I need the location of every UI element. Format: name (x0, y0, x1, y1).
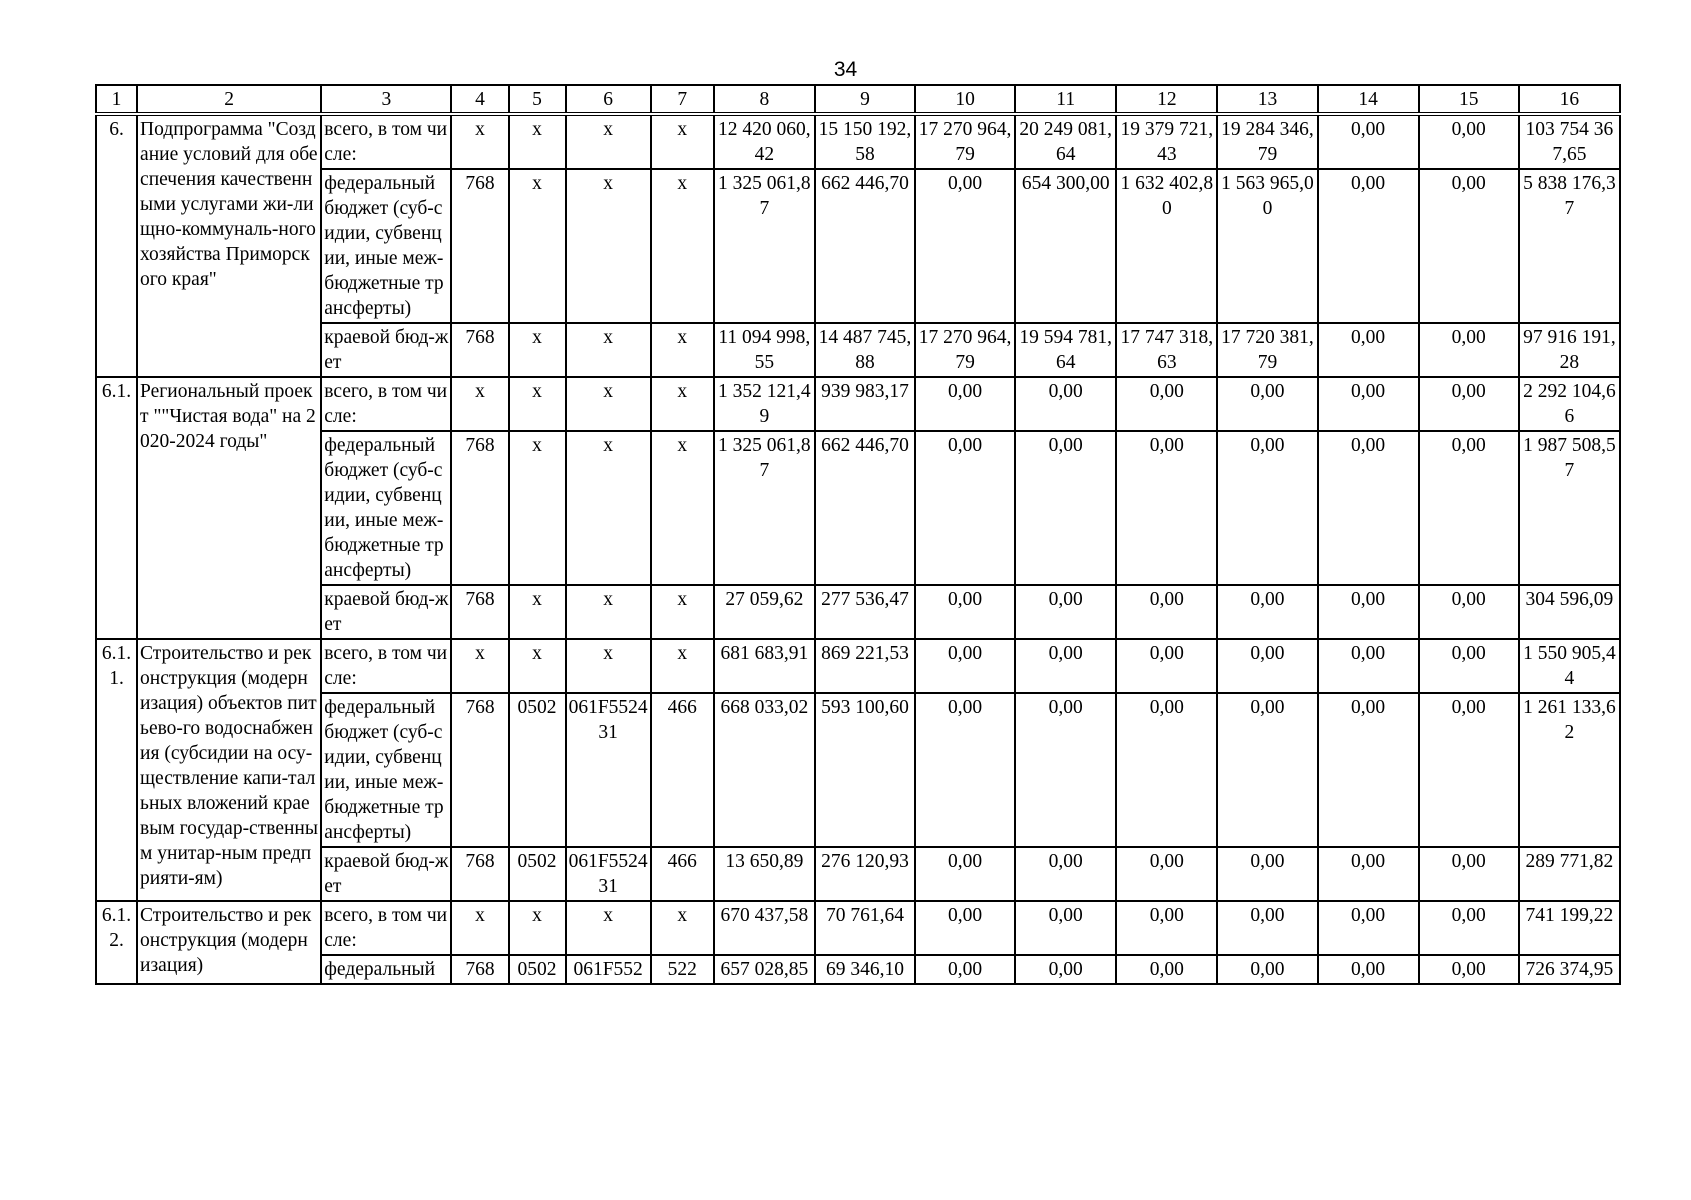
table-cell: x (651, 431, 714, 585)
table-cell: 276 120,93 (815, 847, 915, 901)
table-cell: 5 838 176,37 (1519, 169, 1620, 323)
column-header-10: 10 (915, 85, 1015, 114)
table-cell: 0,00 (1015, 377, 1116, 431)
table-cell: краевой бюд-жет (321, 847, 451, 901)
table-cell: 466 (651, 693, 714, 847)
table-cell: 0,00 (915, 585, 1015, 639)
table-cell: 1 325 061,87 (714, 169, 815, 323)
table-cell: 0,00 (1116, 377, 1217, 431)
table-cell: x (451, 639, 508, 693)
column-header-2: 2 (137, 85, 321, 114)
table-cell: x (651, 323, 714, 377)
table-cell: x (509, 169, 566, 323)
budget-table (95, 84, 1621, 985)
table-cell: федеральный (321, 955, 451, 984)
table-cell: 061F552431 (566, 693, 651, 847)
column-header-12: 12 (1116, 85, 1217, 114)
table-cell: 681 683,91 (714, 639, 815, 693)
table-cell: 69 346,10 (815, 955, 915, 984)
table-cell: 0,00 (1318, 114, 1419, 169)
table-cell: 0,00 (1318, 585, 1419, 639)
table-cell: 0,00 (1116, 955, 1217, 984)
table-cell: 6. (96, 114, 137, 377)
column-header-6: 6 (566, 85, 651, 114)
table-cell: 14 487 745,88 (815, 323, 915, 377)
table-cell: 0,00 (1116, 901, 1217, 955)
column-header-13: 13 (1217, 85, 1317, 114)
table-cell: 768 (451, 431, 508, 585)
table-cell: x (566, 114, 651, 169)
column-header-3: 3 (321, 85, 451, 114)
table-cell: 0,00 (1419, 114, 1519, 169)
table-cell: 0,00 (1419, 955, 1519, 984)
column-header-8: 8 (714, 85, 815, 114)
table-cell: x (451, 901, 508, 955)
table-cell: 0,00 (1419, 639, 1519, 693)
table-cell: 0,00 (1318, 901, 1419, 955)
table-cell: 0,00 (1015, 847, 1116, 901)
table-cell: 869 221,53 (815, 639, 915, 693)
table-cell: 1 261 133,62 (1519, 693, 1620, 847)
table-cell: федеральный бюджет (суб-сидии, субвенции, иные меж-бюджетные трансферты) (321, 169, 451, 323)
table-cell: 0,00 (1419, 431, 1519, 585)
table-cell: 0,00 (1116, 693, 1217, 847)
table-cell: 6.1. 2. (96, 901, 137, 984)
table-cell: всего, в том числе: (321, 639, 451, 693)
table-cell: x (566, 323, 651, 377)
table-cell: 0,00 (1419, 901, 1519, 955)
table-cell: 70 761,64 (815, 901, 915, 955)
table-row (96, 847, 1620, 901)
table-cell: 0,00 (1318, 323, 1419, 377)
table-cell: 061F552 (566, 955, 651, 984)
table-cell: 304 596,09 (1519, 585, 1620, 639)
table-cell: 741 199,22 (1519, 901, 1620, 955)
table-cell: 0,00 (1015, 955, 1116, 984)
table-cell: 768 (451, 585, 508, 639)
table-cell: 0,00 (1318, 847, 1419, 901)
table-cell: 0502 (509, 693, 566, 847)
table-cell: 20 249 081,64 (1015, 114, 1116, 169)
table-cell: 0,00 (1318, 955, 1419, 984)
table-cell: 0,00 (1217, 431, 1317, 585)
column-header-14: 14 (1318, 85, 1419, 114)
column-header-16: 16 (1519, 85, 1620, 114)
table-cell: 0,00 (1419, 847, 1519, 901)
table-header (96, 85, 1620, 114)
table-row (96, 901, 1620, 955)
table-cell: 0502 (509, 847, 566, 901)
table-cell: 0,00 (1015, 901, 1116, 955)
table-cell: всего, в том числе: (321, 901, 451, 955)
table-cell: 939 983,17 (815, 377, 915, 431)
table-body (96, 114, 1620, 984)
table-cell: 19 379 721,43 (1116, 114, 1217, 169)
table-cell: 0,00 (1015, 693, 1116, 847)
table-cell: 670 437,58 (714, 901, 815, 955)
table-cell: 0,00 (1318, 431, 1419, 585)
table-cell: 277 536,47 (815, 585, 915, 639)
table-cell: 768 (451, 323, 508, 377)
table-cell: 6.1. 1. (96, 639, 137, 901)
column-header-15: 15 (1419, 85, 1519, 114)
table-cell: 1 325 061,87 (714, 431, 815, 585)
column-header-1: 1 (96, 85, 137, 114)
table-cell: x (566, 639, 651, 693)
table-cell: 2 292 104,66 (1519, 377, 1620, 431)
table-cell: 19 594 781,64 (1015, 323, 1116, 377)
table-cell: всего, в том числе: (321, 114, 451, 169)
table-cell: x (651, 169, 714, 323)
table-cell: 0,00 (915, 169, 1015, 323)
table-cell: 19 284 346,79 (1217, 114, 1317, 169)
table-cell: 0,00 (1217, 693, 1317, 847)
table-cell: x (566, 431, 651, 585)
table-cell: 0,00 (915, 901, 1015, 955)
table-cell: краевой бюд-жет (321, 585, 451, 639)
table-cell: 0,00 (915, 431, 1015, 585)
table-cell: x (509, 114, 566, 169)
table-row (96, 169, 1620, 323)
table-cell: 0,00 (1217, 847, 1317, 901)
table-cell: x (651, 901, 714, 955)
table-cell: x (509, 323, 566, 377)
table-cell: 593 100,60 (815, 693, 915, 847)
table-cell: 0,00 (915, 377, 1015, 431)
table-cell: 103 754 367,65 (1519, 114, 1620, 169)
table-cell: 768 (451, 847, 508, 901)
column-header-11: 11 (1015, 85, 1116, 114)
table-cell: x (651, 639, 714, 693)
table-cell: x (566, 901, 651, 955)
table-cell: x (451, 377, 508, 431)
table-cell: 0,00 (1419, 169, 1519, 323)
table-cell: всего, в том числе: (321, 377, 451, 431)
table-cell: 657 028,85 (714, 955, 815, 984)
table-cell: федеральный бюджет (суб-сидии, субвенции, иные меж-бюджетные трансферты) (321, 431, 451, 585)
table-cell: 0,00 (1116, 847, 1217, 901)
table-cell: x (509, 639, 566, 693)
table-row (96, 114, 1620, 169)
table-cell: Подпрограмма "Создание условий для обеспечения качественными услугами жи-лищно-коммуналь-ного хозяйства Приморского края" (137, 114, 321, 377)
table-cell: 0,00 (915, 693, 1015, 847)
table-cell: 0,00 (915, 955, 1015, 984)
table-cell: x (451, 114, 508, 169)
table-cell: 0,00 (1217, 377, 1317, 431)
table-cell: 0,00 (1116, 585, 1217, 639)
table-cell: 12 420 060,42 (714, 114, 815, 169)
table-cell: 0,00 (1419, 377, 1519, 431)
table-cell: 768 (451, 955, 508, 984)
table-cell: 0,00 (1217, 955, 1317, 984)
table-cell: 1 550 905,44 (1519, 639, 1620, 693)
table-cell: 0,00 (1217, 585, 1317, 639)
table-cell: x (509, 377, 566, 431)
table-cell: 11 094 998,55 (714, 323, 815, 377)
table-cell: 0,00 (1015, 585, 1116, 639)
table-cell: 0,00 (915, 847, 1015, 901)
table-cell: 289 771,82 (1519, 847, 1620, 901)
column-header-5: 5 (509, 85, 566, 114)
table-cell: федеральный бюджет (суб-сидии, субвенции, иные меж-бюджетные трансферты) (321, 693, 451, 847)
table-cell: 726 374,95 (1519, 955, 1620, 984)
table-cell: x (651, 114, 714, 169)
table-cell: 654 300,00 (1015, 169, 1116, 323)
table-cell: Строительство и реконструкция (модернизация) (137, 901, 321, 984)
table-cell: 15 150 192,58 (815, 114, 915, 169)
table-cell: x (509, 901, 566, 955)
table-cell: x (651, 585, 714, 639)
table-cell: 466 (651, 847, 714, 901)
table-cell: 0,00 (1318, 693, 1419, 847)
table-cell: 0,00 (1217, 901, 1317, 955)
table-cell: 1 352 121,49 (714, 377, 815, 431)
table-cell: x (566, 377, 651, 431)
table-cell: 662 446,70 (815, 431, 915, 585)
table-cell: краевой бюд-жет (321, 323, 451, 377)
table-cell: 061F552431 (566, 847, 651, 901)
page-number: 34 (833, 58, 858, 81)
table-cell: 97 916 191,28 (1519, 323, 1620, 377)
table-row (96, 955, 1620, 984)
table-cell: 17 747 318,63 (1116, 323, 1217, 377)
table-cell: 13 650,89 (714, 847, 815, 901)
table-row (96, 323, 1620, 377)
table-row (96, 585, 1620, 639)
table-row (96, 431, 1620, 585)
table-row (96, 639, 1620, 693)
table-cell: 0,00 (1217, 639, 1317, 693)
table-cell: 768 (451, 169, 508, 323)
table-cell: 0,00 (1318, 377, 1419, 431)
table-cell: 0,00 (1116, 639, 1217, 693)
table-cell: 0,00 (1419, 693, 1519, 847)
header-row (96, 85, 1620, 114)
table-row (96, 377, 1620, 431)
column-header-9: 9 (815, 85, 915, 114)
table-cell: Строительство и реконструкция (модернизация) объектов питьево-го водоснабжения (субсидии на осу-ществление капи-тальных вложений краевым государ-ственным унитар-ным предприяти-ям) (137, 639, 321, 901)
table-cell: 0502 (509, 955, 566, 984)
table-cell: 0,00 (1318, 639, 1419, 693)
table-cell: x (509, 431, 566, 585)
table-cell: x (509, 585, 566, 639)
table-cell: 668 033,02 (714, 693, 815, 847)
table-cell: 0,00 (1015, 639, 1116, 693)
table-cell: x (566, 169, 651, 323)
table-cell: 0,00 (1318, 169, 1419, 323)
table-cell: Региональный проект ""Чистая вода" на 2020-2024 годы" (137, 377, 321, 639)
column-header-4: 4 (451, 85, 508, 114)
table-cell: 17 270 964,79 (915, 114, 1015, 169)
table-cell: 0,00 (1419, 323, 1519, 377)
table-cell: 27 059,62 (714, 585, 815, 639)
table-cell: 6.1. (96, 377, 137, 639)
table-cell: 0,00 (1015, 431, 1116, 585)
table-cell: 17 720 381,79 (1217, 323, 1317, 377)
table-cell: 522 (651, 955, 714, 984)
table-cell: 0,00 (1419, 585, 1519, 639)
table-cell: x (566, 585, 651, 639)
column-header-7: 7 (651, 85, 714, 114)
table-cell: 1 632 402,80 (1116, 169, 1217, 323)
table-cell: 0,00 (915, 639, 1015, 693)
table-cell: 17 270 964,79 (915, 323, 1015, 377)
table-cell: 662 446,70 (815, 169, 915, 323)
table-cell: x (651, 377, 714, 431)
table-cell: 1 563 965,00 (1217, 169, 1317, 323)
table-cell: 768 (451, 693, 508, 847)
table-cell: 0,00 (1116, 431, 1217, 585)
table-row (96, 693, 1620, 847)
table-cell: 1 987 508,57 (1519, 431, 1620, 585)
